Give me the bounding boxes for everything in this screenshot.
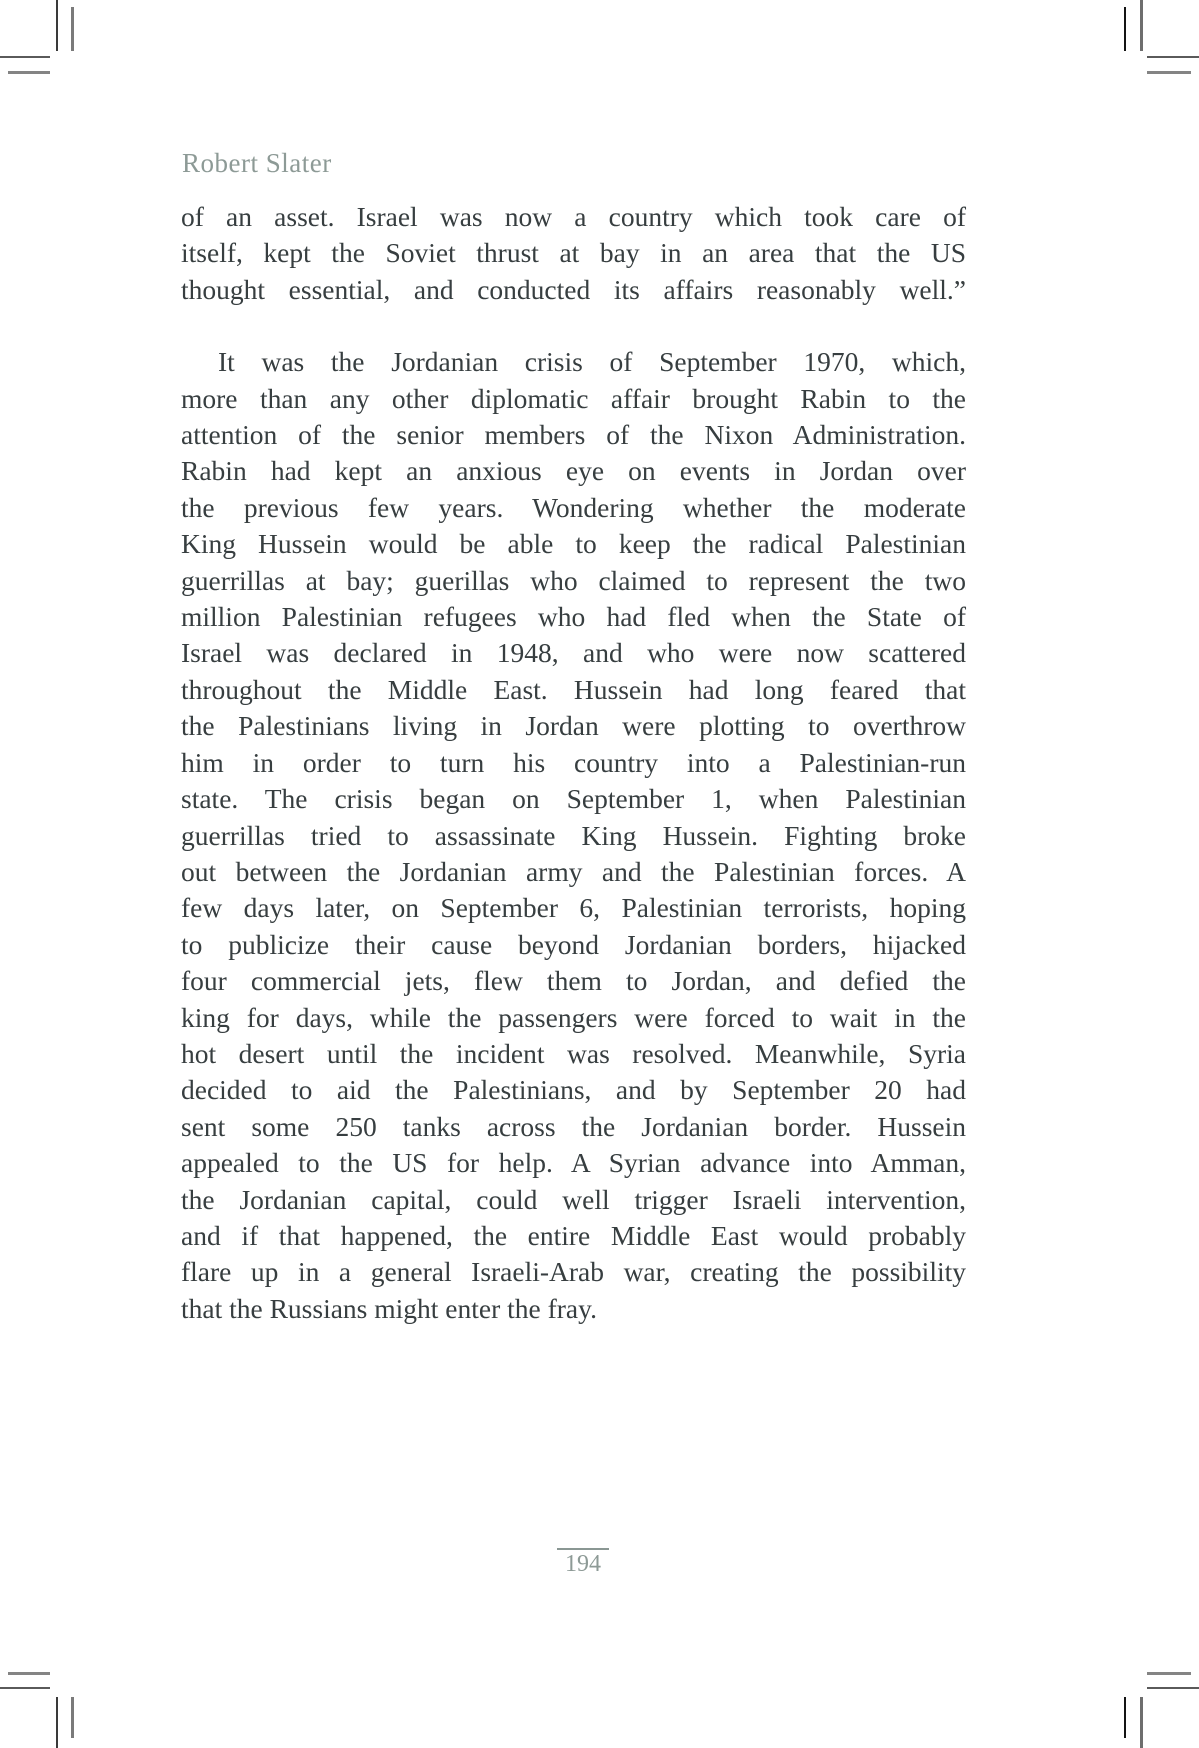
running-header: Robert Slater: [182, 148, 332, 178]
crop-mark-bottom-left-vertical-icon: [71, 1697, 74, 1738]
crop-mark-top-left-horizontal-icon: [8, 71, 50, 74]
page-number: 194: [565, 1551, 601, 1577]
text-line: of an asset. Israel was now a country which took care of: [181, 201, 966, 232]
text-line: the Palestinians living in Jordan were plotting to overthrow: [181, 710, 966, 742]
text-line: few days later, on September 6, Palestinian terrorists, hoping: [181, 892, 966, 924]
text-line: that the Russians might enter the fray.: [181, 1292, 597, 1324]
paragraph-jordanian-crisis: [181, 344, 966, 1327]
crop-mark-bottom-right-horizontal-icon: [1147, 1672, 1191, 1675]
crop-mark-bottom-left-horizontal-icon: [0, 1687, 50, 1689]
text-line: state. The crisis began on September 1, when Palestinian: [181, 783, 966, 815]
text-line: appealed to the US for help. A Syrian advance into Amman,: [181, 1147, 966, 1179]
text-line: to publicize their cause beyond Jordanian borders, hijacked: [181, 928, 966, 960]
text-line: sent some 250 tanks across the Jordanian border. Hussein: [181, 1110, 966, 1142]
text-line: more than any other diplomatic affair brought Rabin to the: [181, 382, 966, 414]
text-line: flare up in a general Israeli-Arab war, creating the possibility: [181, 1256, 966, 1288]
crop-mark-top-left-horizontal-icon: [0, 56, 50, 58]
text-line: the previous few years. Wondering whether the moderate: [181, 491, 966, 523]
text-line: itself, kept the Soviet thrust at bay in an area that the US: [181, 237, 966, 269]
text-line: him in order to turn his country into a Palestinian-run: [181, 746, 966, 778]
text-line: It was the Jordanian crisis of September 1970, which,: [218, 346, 966, 378]
text-line: four commercial jets, flew them to Jordan, and defied the: [181, 965, 966, 997]
crop-mark-bottom-right-vertical-icon: [1140, 1697, 1143, 1748]
text-line: out between the Jordanian army and the Palestinian forces. A: [181, 855, 966, 887]
body-text: [181, 199, 966, 1327]
text-line: Rabin had kept an anxious eye on events in Jordan over: [181, 455, 966, 487]
text-line: king for days, while the passengers were forced to wait in the: [181, 1001, 966, 1033]
text-line: guerrillas tried to assassinate King Hussein. Fighting broke: [181, 819, 966, 851]
text-line: guerrillas at bay; guerillas who claimed to represent the two: [181, 564, 966, 596]
text-line: and if that happened, the entire Middle East would probably: [181, 1219, 966, 1251]
text-line: million Palestinian refugees who had fled when the State of: [181, 601, 966, 633]
crop-mark-top-left-vertical-icon: [56, 0, 58, 51]
crop-mark-top-right-vertical-icon: [1124, 7, 1126, 51]
crop-mark-top-right-horizontal-icon: [1147, 56, 1199, 58]
paragraph-continuation: [181, 199, 966, 308]
text-line: throughout the Middle East. Hussein had long feared that: [181, 673, 966, 705]
text-line: thought essential, and conducted its affairs reasonably well.”: [181, 273, 966, 305]
text-line: Israel was declared in 1948, and who were now scattered: [181, 637, 966, 669]
crop-mark-top-right-vertical-icon: [1140, 0, 1143, 51]
crop-mark-top-right-horizontal-icon: [1147, 71, 1191, 74]
text-line: attention of the senior members of the Nixon Administration.: [181, 419, 966, 451]
text-line: decided to aid the Palestinians, and by September 20 had: [181, 1074, 966, 1106]
text-line: the Jordanian capital, could well trigger Israeli intervention,: [181, 1183, 966, 1215]
page-footer: [531, 1548, 635, 1578]
page-number-rule: [557, 1548, 609, 1550]
text-line: King Hussein would be able to keep the radical Palestinian: [181, 528, 966, 560]
crop-mark-top-left-vertical-icon: [71, 7, 74, 51]
crop-mark-bottom-right-horizontal-icon: [1147, 1687, 1199, 1689]
text-line: hot desert until the incident was resolved. Meanwhile, Syria: [181, 1037, 966, 1069]
crop-mark-bottom-right-vertical-icon: [1124, 1697, 1126, 1738]
crop-mark-bottom-left-vertical-icon: [56, 1697, 58, 1748]
crop-mark-bottom-left-horizontal-icon: [8, 1672, 50, 1675]
